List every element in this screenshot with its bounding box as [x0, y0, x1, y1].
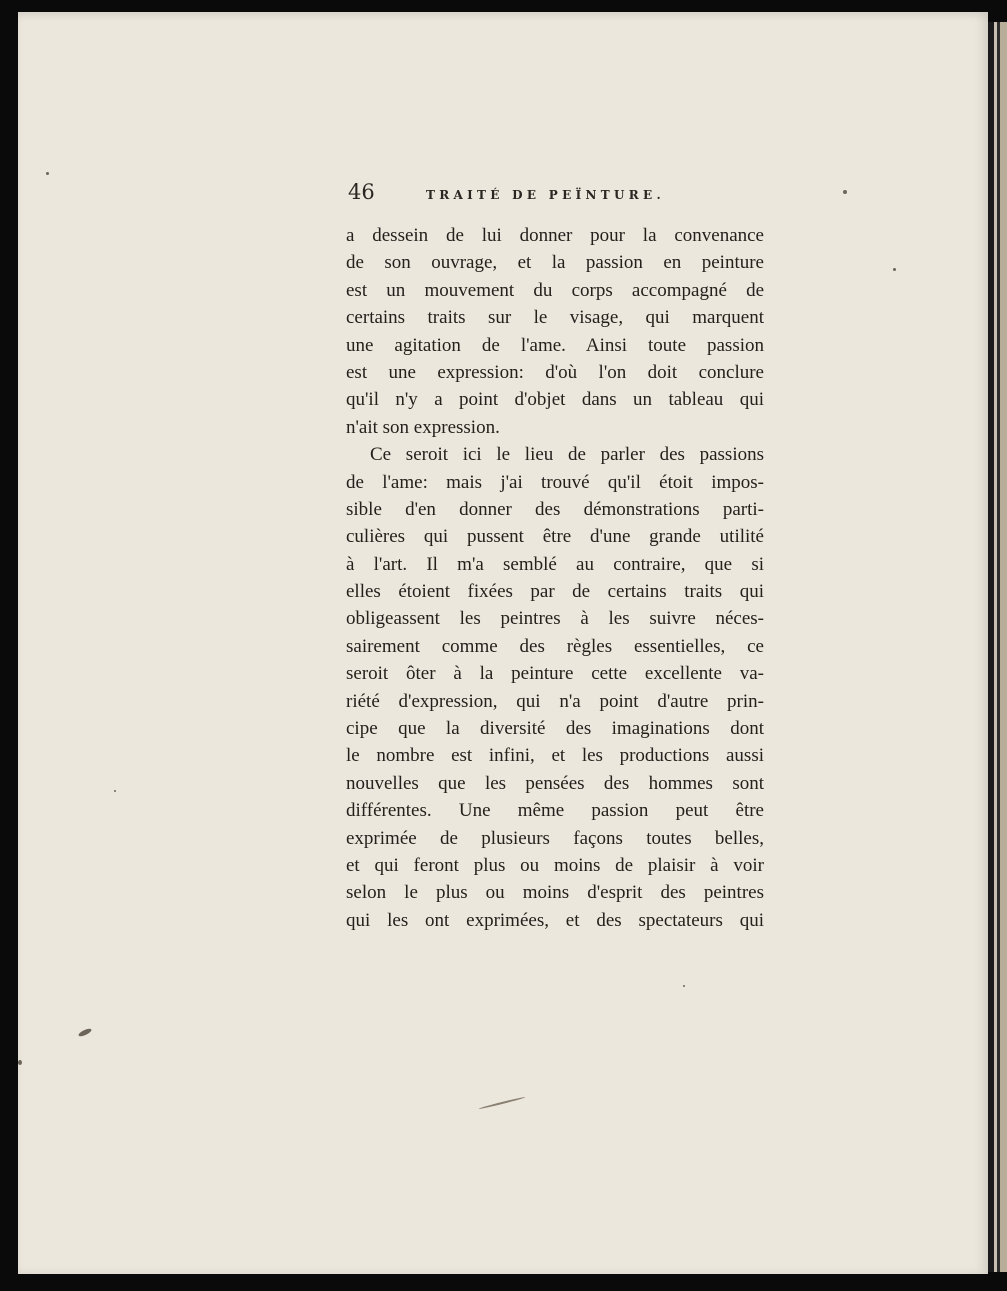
- text-line: sairement comme des règles essentielles, ce: [346, 635, 764, 657]
- text-line: de son ouvrage, et la passion en peinture: [346, 252, 764, 274]
- speck: [46, 172, 49, 175]
- ink-blot: [78, 1027, 93, 1037]
- speck: [843, 190, 847, 194]
- text-line: le nombre est infini, et les productions aussi: [346, 745, 764, 767]
- page-number: 46: [348, 180, 375, 204]
- text-line: différentes. Une même passion peut être: [346, 800, 764, 822]
- speck: [893, 268, 896, 271]
- text-line: obligeassent les peintres à les suivre néces-: [346, 608, 764, 630]
- text-line: qu'il n'y a point d'objet dans un tableau qui: [346, 389, 764, 411]
- text-line: est une expression: d'où l'on doit conclure: [346, 361, 764, 383]
- running-head: [348, 180, 768, 210]
- text-line: elles étoient fixées par de certains traits qui: [346, 581, 764, 603]
- speck: [683, 985, 685, 987]
- text-line: certains traits sur le visage, qui marquent: [346, 307, 764, 329]
- running-title: TRAITÉ DE PEÏNTURE.: [426, 188, 665, 202]
- text-line: est un mouvement du corps accompagné de: [346, 279, 764, 301]
- text-line: à l'art. Il m'a semblé au contraire, que si: [346, 553, 764, 575]
- text-line: cipe que la diversité des imaginations dont: [346, 718, 764, 740]
- text-line: et qui feront plus ou moins de plaisir à voir: [346, 854, 764, 876]
- text-line: Ce seroit ici le lieu de parler des passions: [370, 444, 764, 466]
- text-line: qui les ont exprimées, et des spectateurs qui: [346, 909, 764, 931]
- body-text: [346, 222, 764, 934]
- text-line: exprimée de plusieurs façons toutes belles,: [346, 827, 764, 849]
- speck: [18, 1060, 22, 1065]
- text-line: culières qui pussent être d'une grande utilité: [346, 526, 764, 548]
- text-line: de l'ame: mais j'ai trouvé qu'il étoit impos-: [346, 471, 764, 493]
- text-line: riété d'expression, qui n'a point d'autre prin-: [346, 690, 764, 712]
- text-line: n'ait son expression.: [346, 416, 500, 438]
- paper-mark: [478, 1096, 525, 1110]
- text-line: une agitation de l'ame. Ainsi toute passion: [346, 334, 764, 356]
- speck: [114, 790, 116, 792]
- text-line: nouvelles que les pensées des hommes sont: [346, 772, 764, 794]
- adjacent-page-edge: [988, 22, 1007, 1272]
- text-line: seroit ôter à la peinture cette excellente va-: [346, 663, 764, 685]
- text-line: a dessein de lui donner pour la convenance: [346, 225, 764, 246]
- text-line: sible d'en donner des démonstrations parti-: [346, 498, 764, 520]
- text-line: selon le plus ou moins d'esprit des peintres: [346, 882, 764, 904]
